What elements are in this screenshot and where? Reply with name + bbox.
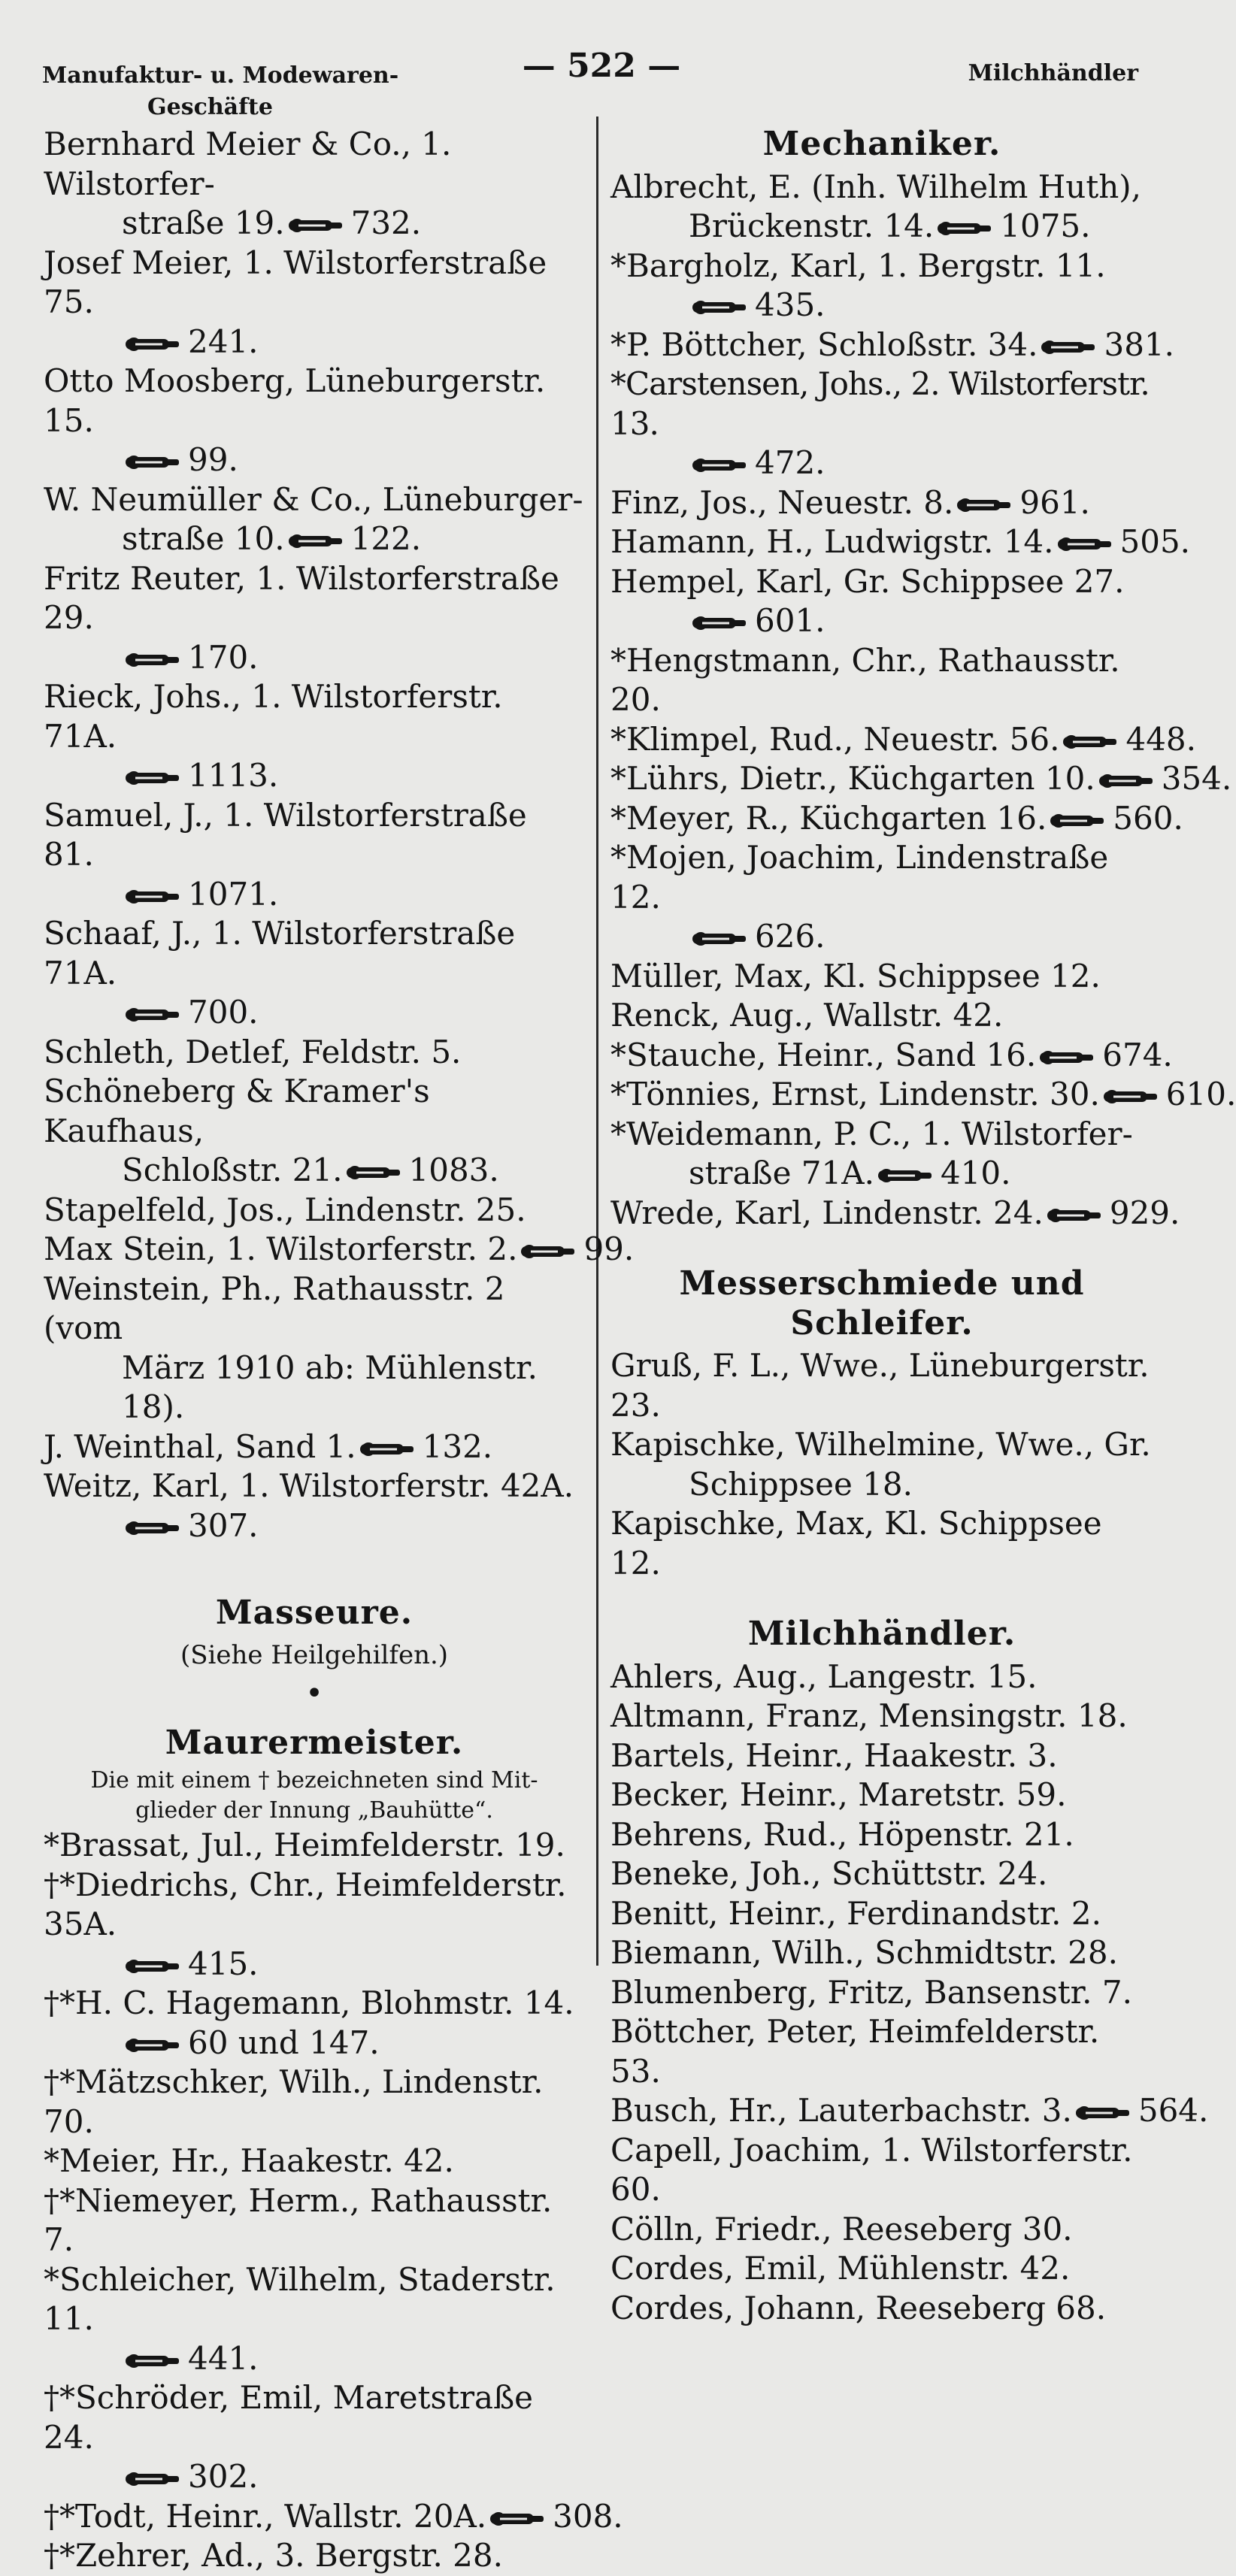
telephone-icon	[125, 651, 180, 669]
list-item: Schaaf, J., 1. Wilstorferstraße 71A. 700.	[44, 915, 516, 1031]
list-item: Kapischke, Wilhelmine, Wwe., Gr. Schippsee 18.	[610, 1426, 1151, 1503]
left-column	[44, 125, 635, 2576]
list-item: †*Schröder, Emil, Maretstraße 24. 302.	[44, 2379, 533, 2495]
list-item: Gruß, F. L., Wwe., Lüneburgerstr. 23.	[610, 1347, 1150, 1424]
page-header	[0, 47, 1203, 122]
list-item: Otto Moosberg, Lüneburgerstr. 15. 99.	[44, 362, 546, 478]
telephone-icon	[1062, 733, 1118, 751]
telephone-icon	[346, 1164, 401, 1182]
telephone-icon	[125, 2036, 180, 2054]
list-item: Ahlers, Aug., Langestr. 15.	[610, 1657, 1038, 1695]
telephone-icon	[1039, 1049, 1095, 1067]
telephone-icon	[1103, 1088, 1159, 1106]
telephone-icon	[125, 335, 180, 353]
telephone-icon	[288, 532, 344, 550]
list-item: Albrecht, E. (Inh. Wilhelm Huth), Brückenstr. 14. 1075.	[610, 168, 1142, 244]
list-item: *Weidemann, P. C., 1. Wilstorfer- straße 71A. 410.	[610, 1115, 1133, 1191]
list-item: Beneke, Joh., Schüttstr. 24.	[610, 1855, 1048, 1892]
section-heading-milchhaendler: Milchhändler.	[747, 1615, 1016, 1653]
list-item: Altmann, Franz, Mensingstr. 18.	[610, 1697, 1128, 1734]
telephone-icon	[125, 1006, 180, 1024]
telephone-icon	[692, 456, 747, 474]
list-item: Blumenberg, Fritz, Bansenstr. 7.	[610, 1973, 1132, 2011]
running-head-left-line2: Geschäfte	[147, 94, 273, 120]
running-head-right: Milchhändler	[968, 60, 1138, 86]
manufaktur-entries	[44, 125, 585, 1033]
right-column	[610, 125, 1236, 2328]
list-item: Renck, Aug., Wallstr. 42.	[610, 997, 1004, 1034]
telephone-icon	[125, 1519, 180, 1537]
telephone-icon	[125, 888, 180, 906]
telephone-icon	[288, 216, 344, 235]
list-item: Fritz Reuter, 1. Wilstorferstraße 29. 170.	[44, 559, 559, 676]
telephone-icon	[1047, 1206, 1102, 1224]
list-item: Cordes, Johann, Reeseberg 68.	[610, 2289, 1107, 2326]
list-item: J. Weinthal, Sand 1. 132.	[44, 1427, 493, 1465]
telephone-icon	[125, 769, 180, 787]
list-item: Biemann, Wilh., Schmidtstr. 28.	[610, 1934, 1118, 1971]
telephone-icon	[359, 1440, 415, 1458]
section-heading-messerschmiede: Messerschmiede und Schleifer.	[679, 1264, 1085, 1342]
list-item: *Bargholz, Karl, 1. Bergstr. 11. 435.	[610, 247, 1106, 323]
list-item: †*H. C. Hagemann, Blohmstr. 14. 60 und 147.	[44, 1984, 574, 2061]
telephone-icon	[956, 496, 1012, 514]
list-item: Samuel, J., 1. Wilstorferstraße 81. 1071.	[44, 796, 527, 913]
telephone-icon	[937, 219, 992, 238]
list-item: *Meier, Hr., Haakestr. 42.	[44, 2142, 454, 2179]
telephone-icon	[1057, 535, 1113, 553]
list-item: †*Todt, Heinr., Wallstr. 20A. 308.	[44, 2497, 623, 2535]
list-item: Cölln, Friedr., Reeseberg 30.	[610, 2210, 1073, 2248]
list-item: Capell, Joachim, 1. Wilstorferstr. 60.	[610, 2131, 1133, 2208]
list-item: *Schleicher, Wilhelm, Staderstr. 11. 441.	[44, 2260, 556, 2377]
list-item: Kapischke, Max, Kl. Schippsee 12.	[610, 1505, 1102, 1582]
section-heading-mechaniker: Mechaniker.	[762, 125, 1001, 163]
list-item: Weinstein, Ph., Rathausstr. 2 (vom März 1910 ab: Mühlenstr. 18).	[44, 1270, 538, 1425]
list-item: *Brassat, Jul., Heimfelderstr. 19.	[44, 1827, 565, 1863]
list-item: †*Zehrer, Ad., 3. Bergstr. 28.	[44, 2537, 503, 2574]
divider-dot: •	[305, 1675, 323, 1711]
telephone-icon	[1098, 772, 1154, 790]
list-item: *Hengstmann, Chr., Rathausstr. 20.	[610, 641, 1120, 718]
telephone-icon	[125, 453, 180, 471]
list-item: Bartels, Heinr., Haakestr. 3.	[610, 1736, 1058, 1774]
list-item: Weitz, Karl, 1. Wilstorferstr. 42A. 307.	[44, 1467, 574, 1544]
list-item: *Tönnies, Ernst, Lindenstr. 30. 610.	[610, 1076, 1236, 1112]
section-note-masseure: (Siehe Heilgehilfen.)	[180, 1639, 449, 1670]
telephone-icon	[520, 1243, 576, 1261]
list-item: W. Neumüller & Co., Lüneburger- straße 10. 122.	[44, 480, 583, 557]
list-item: *P. Böttcher, Schloßstr. 34. 381.	[610, 325, 1174, 363]
list-item: *Klimpel, Rud., Neuestr. 56. 448.	[610, 720, 1196, 758]
page-number: — 522 —	[522, 47, 681, 85]
list-item: Schöneberg & Kramer's Kaufhaus, Schloßstr. 21. 1083.	[44, 1073, 499, 1188]
list-item: Becker, Heinr., Maretstr. 59.	[610, 1776, 1067, 1813]
telephone-icon	[125, 2470, 180, 2488]
list-item: Rieck, Johs., 1. Wilstorferstr. 71A. 1113.	[44, 678, 503, 794]
list-item: Bernhard Meier & Co., 1. Wilstorfer- straße 19. 732.	[44, 126, 452, 241]
telephone-icon	[877, 1167, 933, 1185]
telephone-icon	[692, 298, 747, 316]
column-divider	[596, 117, 598, 1966]
list-item: Schleth, Detlef, Feldstr. 5.	[44, 1033, 462, 1070]
list-item: Hamann, H., Ludwigstr. 14. 505.	[610, 523, 1191, 560]
telephone-icon	[692, 930, 747, 948]
telephone-icon	[692, 614, 747, 632]
list-item: Busch, Hr., Lauterbachstr. 3. 564.	[610, 2092, 1209, 2129]
list-item: Cordes, Emil, Mühlenstr. 42.	[610, 2250, 1071, 2287]
list-item: *Meyer, R., Küchgarten 16. 560.	[610, 799, 1183, 837]
list-item: Benitt, Heinr., Ferdinandstr. 2.	[610, 1894, 1101, 1932]
section-note-maurermeister: Die mit einem † bezeichneten sind Mit-glieder der Innung „Bauhütte“.	[90, 1767, 538, 1824]
list-item: Max Stein, 1. Wilstorferstr. 2. 99.	[44, 1230, 635, 1267]
running-head-left-line1: Manufaktur- u. Modewaren-	[42, 62, 399, 89]
list-item: *Stauche, Heinr., Sand 16. 674.	[610, 1036, 1173, 1073]
list-item: †*Diedrichs, Chr., Heimfelderstr. 35A. 415.	[44, 1866, 567, 1982]
telephone-icon	[125, 1957, 180, 1975]
list-item: Böttcher, Peter, Heimfelderstr. 53.	[610, 2013, 1100, 2090]
list-item: *Carstensen, Johs., 2. Wilstorferstr. 13. 472.	[610, 365, 1150, 481]
list-item: †*Niemeyer, Herm., Rathausstr. 7.	[44, 2181, 553, 2258]
list-item: †*Mätzschker, Wilh., Lindenstr. 70.	[44, 2063, 544, 2140]
list-item: *Lührs, Dietr., Küchgarten 10. 354.	[610, 760, 1232, 797]
list-item: Stapelfeld, Jos., Lindenstr. 25.	[44, 1191, 526, 1228]
telephone-icon	[489, 2510, 545, 2528]
list-item: Josef Meier, 1. Wilstorferstraße 75. 241.	[44, 244, 547, 360]
telephone-icon	[1075, 2104, 1131, 2122]
list-item: Behrens, Rud., Höpenstr. 21.	[610, 1815, 1074, 1853]
list-item: Müller, Max, Kl. Schippsee 12.	[610, 957, 1101, 994]
telephone-icon	[125, 2352, 180, 2370]
list-item: Wrede, Karl, Lindenstr. 24. 929.	[610, 1194, 1180, 1231]
telephone-icon	[1041, 338, 1096, 356]
list-item: *Mojen, Joachim, Lindenstraße 12. 626.	[610, 839, 1109, 955]
telephone-icon	[1050, 812, 1105, 830]
section-heading-masseure: Masseure.	[215, 1594, 414, 1632]
list-item: Finz, Jos., Neuestr. 8. 961.	[610, 483, 1090, 521]
section-heading-maurermeister: Maurermeister.	[165, 1723, 464, 1762]
list-item: Hempel, Karl, Gr. Schippsee 27. 601.	[610, 562, 1125, 639]
